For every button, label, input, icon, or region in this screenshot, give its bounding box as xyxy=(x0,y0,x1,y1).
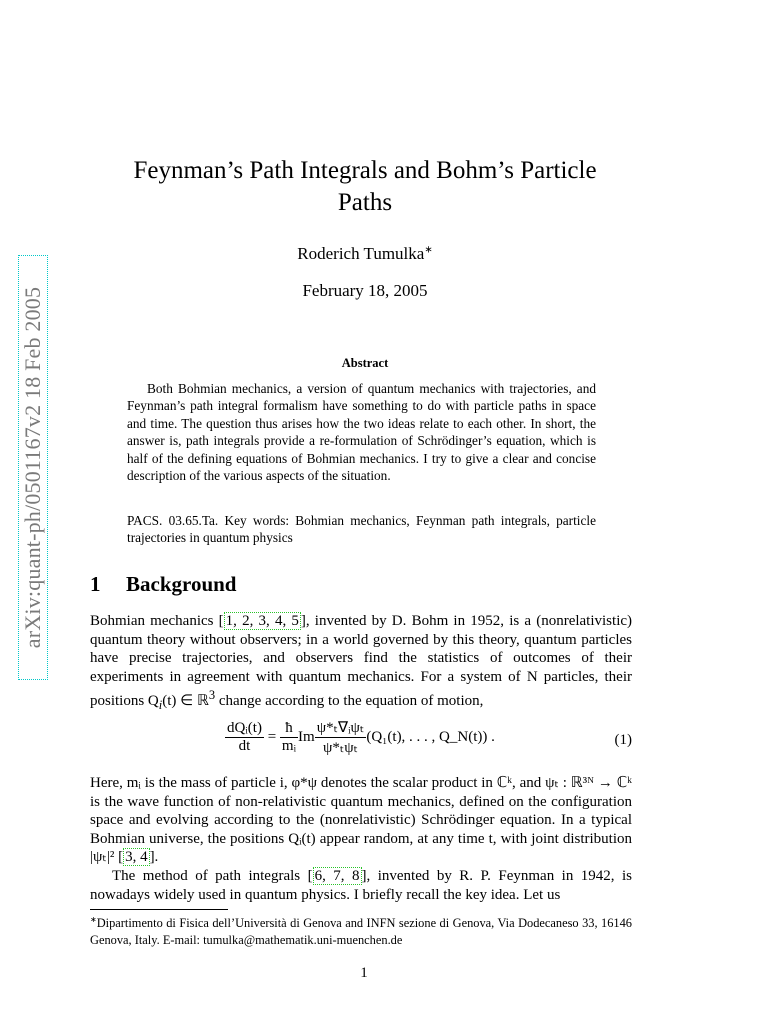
section-title: Background xyxy=(126,572,237,596)
footnote-rule xyxy=(90,909,228,910)
footnote-mark: ∗ xyxy=(90,915,97,924)
abstract xyxy=(127,380,596,484)
paragraph-2: Here, mᵢ is the mass of particle i, φ*ψ denotes the scalar product in ℂᵏ, and ψₜ : ℝ³ᴺ → ℂᵏ is the wave function of non-relativistic quantum mechanics, defined on the configuration space and evolving according to the (nonrelativistic) Schrödinger equation. In a typical Bohmian universe, the positions Qᵢ(t) appear random, at any time t, with joint distribution |ψₜ|² [ 3, 4 ]. The method of path integrals [ 6, 7, 8 ], invented by R. P. Feynman in 1942, is nowadays widely used in quantum physics. I briefly recall the key idea. Let us xyxy=(90,775,633,903)
arxiv-stamp-text[interactable]: arXiv:quant-ph/0501167v2 18 Feb 2005 xyxy=(18,255,48,680)
author-footnote-mark: ∗ xyxy=(424,244,433,256)
eq-velocity-fraction: $\frac{\text{ψ*ₜ∇ᵢψₜ}}{\text{ψ*ₜψₜ}}$ xyxy=(316,720,365,756)
section-heading xyxy=(90,572,237,597)
eq-coefficient: $\frac{ħ}{\text{mᵢ}}$ xyxy=(281,720,297,754)
arxiv-stamp xyxy=(18,255,48,680)
abstract-text: Both Bohmian mechanics, a version of quantum mechanics with trajectories, and Feynman’s path integral formalism have something to do with particle paths in space and time. The question thus arises how the two ideas relate to each other. In short, the answer is, path integrals provide a re-formulation of Schrödinger’s equation, which is half of the defining equations of Bohmian mechanics. I try to give a clear and concise description of the various aspects of the situation. xyxy=(127,381,596,484)
author xyxy=(100,244,630,264)
equation-1: $\frac{\text{dQᵢ(t)}}{dt}$ = $\frac{ħ}{\text{mᵢ}}$ Im $\frac{\text{ψ*ₜ∇ᵢψₜ}}{\text{ψ*ₜψₜ}}$ (Q₁(t), . . . , Q_N(t)) . (1) xyxy=(227,720,632,756)
date: February 18, 2005 xyxy=(302,281,428,300)
eq-lhs-fraction: $\frac{\text{dQᵢ(t)}}{dt}$ xyxy=(227,720,262,754)
title-line-2: Paths xyxy=(337,189,393,216)
citation-link[interactable]: 1, 2, 3, 4, 5 xyxy=(225,613,299,629)
footnote xyxy=(90,912,632,949)
para1-text-d: change according to the equation of motion, xyxy=(215,693,484,710)
paragraph-1: Bohmian mechanics [ 1, 2, 3, 4, 5 ], invented by D. Bohm in 1952, is a (nonrelativistic) quantum theory without observers; in a world governed by this theory, quantum particles have precise trajectories, and observers find the statistics of outcomes of their experiments in agreement with quantum mechanics. For a system of N particles, their positions $Q_i(t)$ ∈ ℝ$^3$ change according to the equation of motion, xyxy=(90,613,633,713)
footnote-text: Dipartimento di Fisica dell’Università di Genova and INFN sezione di Genova, Via Dodecaneso 33, 16146 Genova, Italy. E-mail: tumulka@mathematik.uni-muenchen.de xyxy=(90,916,632,947)
para2-text: Here, mᵢ is the mass of particle i, φ*ψ denotes the scalar product in ℂᵏ, and ψₜ : ℝ³ᴺ → ℂᵏ is the wave function of non-relativistic quantum mechanics, defined on the configuration space and evolving according to the (nonrelativistic) Schrödinger equation. In a typical Bohmian universe, the positions Qᵢ(t) appear random, at any time t, with joint distribution |ψₜ|² [ xyxy=(90,775,632,866)
abstract-heading: Abstract xyxy=(341,356,389,370)
para3-text-b: ], invented by R. P. Feynman in 1942, is nowadays widely used in quantum physics. I briefly recall the key idea. Let us xyxy=(90,867,633,903)
section-number: 1 xyxy=(90,572,101,596)
author-name: Roderich Tumulka xyxy=(297,244,425,263)
paper-title xyxy=(100,155,630,219)
para3-text-a: The method of path integrals [ xyxy=(112,867,313,884)
page-number: 1 xyxy=(360,965,368,981)
para1-text-a: Bohmian mechanics [ xyxy=(90,613,224,629)
title-line-1: Feynman’s Path Integrals and Bohm’s Particle xyxy=(133,157,597,184)
equation-number: (1) xyxy=(614,732,632,748)
pacs-keywords: PACS. 03.65.Ta. Key words: Bohmian mechanics, Feynman path integrals, particle trajectories in quantum physics xyxy=(127,513,596,546)
citation-link[interactable]: 6, 7, 8 xyxy=(314,867,360,884)
para1-text-c: (t) ∈ ℝ xyxy=(162,693,209,710)
para1-text-b: ], invented by D. Bohm in 1952, is a (nonrelativistic) quantum theory without observers; in a world governed by this theory, quantum particles have precise trajectories, and observers find the statistics of outcomes of their experiments in agreement with quantum mechanics. For a system of N particles, their positions Q xyxy=(90,613,633,710)
citation-link[interactable]: 3, 4 xyxy=(125,849,148,866)
